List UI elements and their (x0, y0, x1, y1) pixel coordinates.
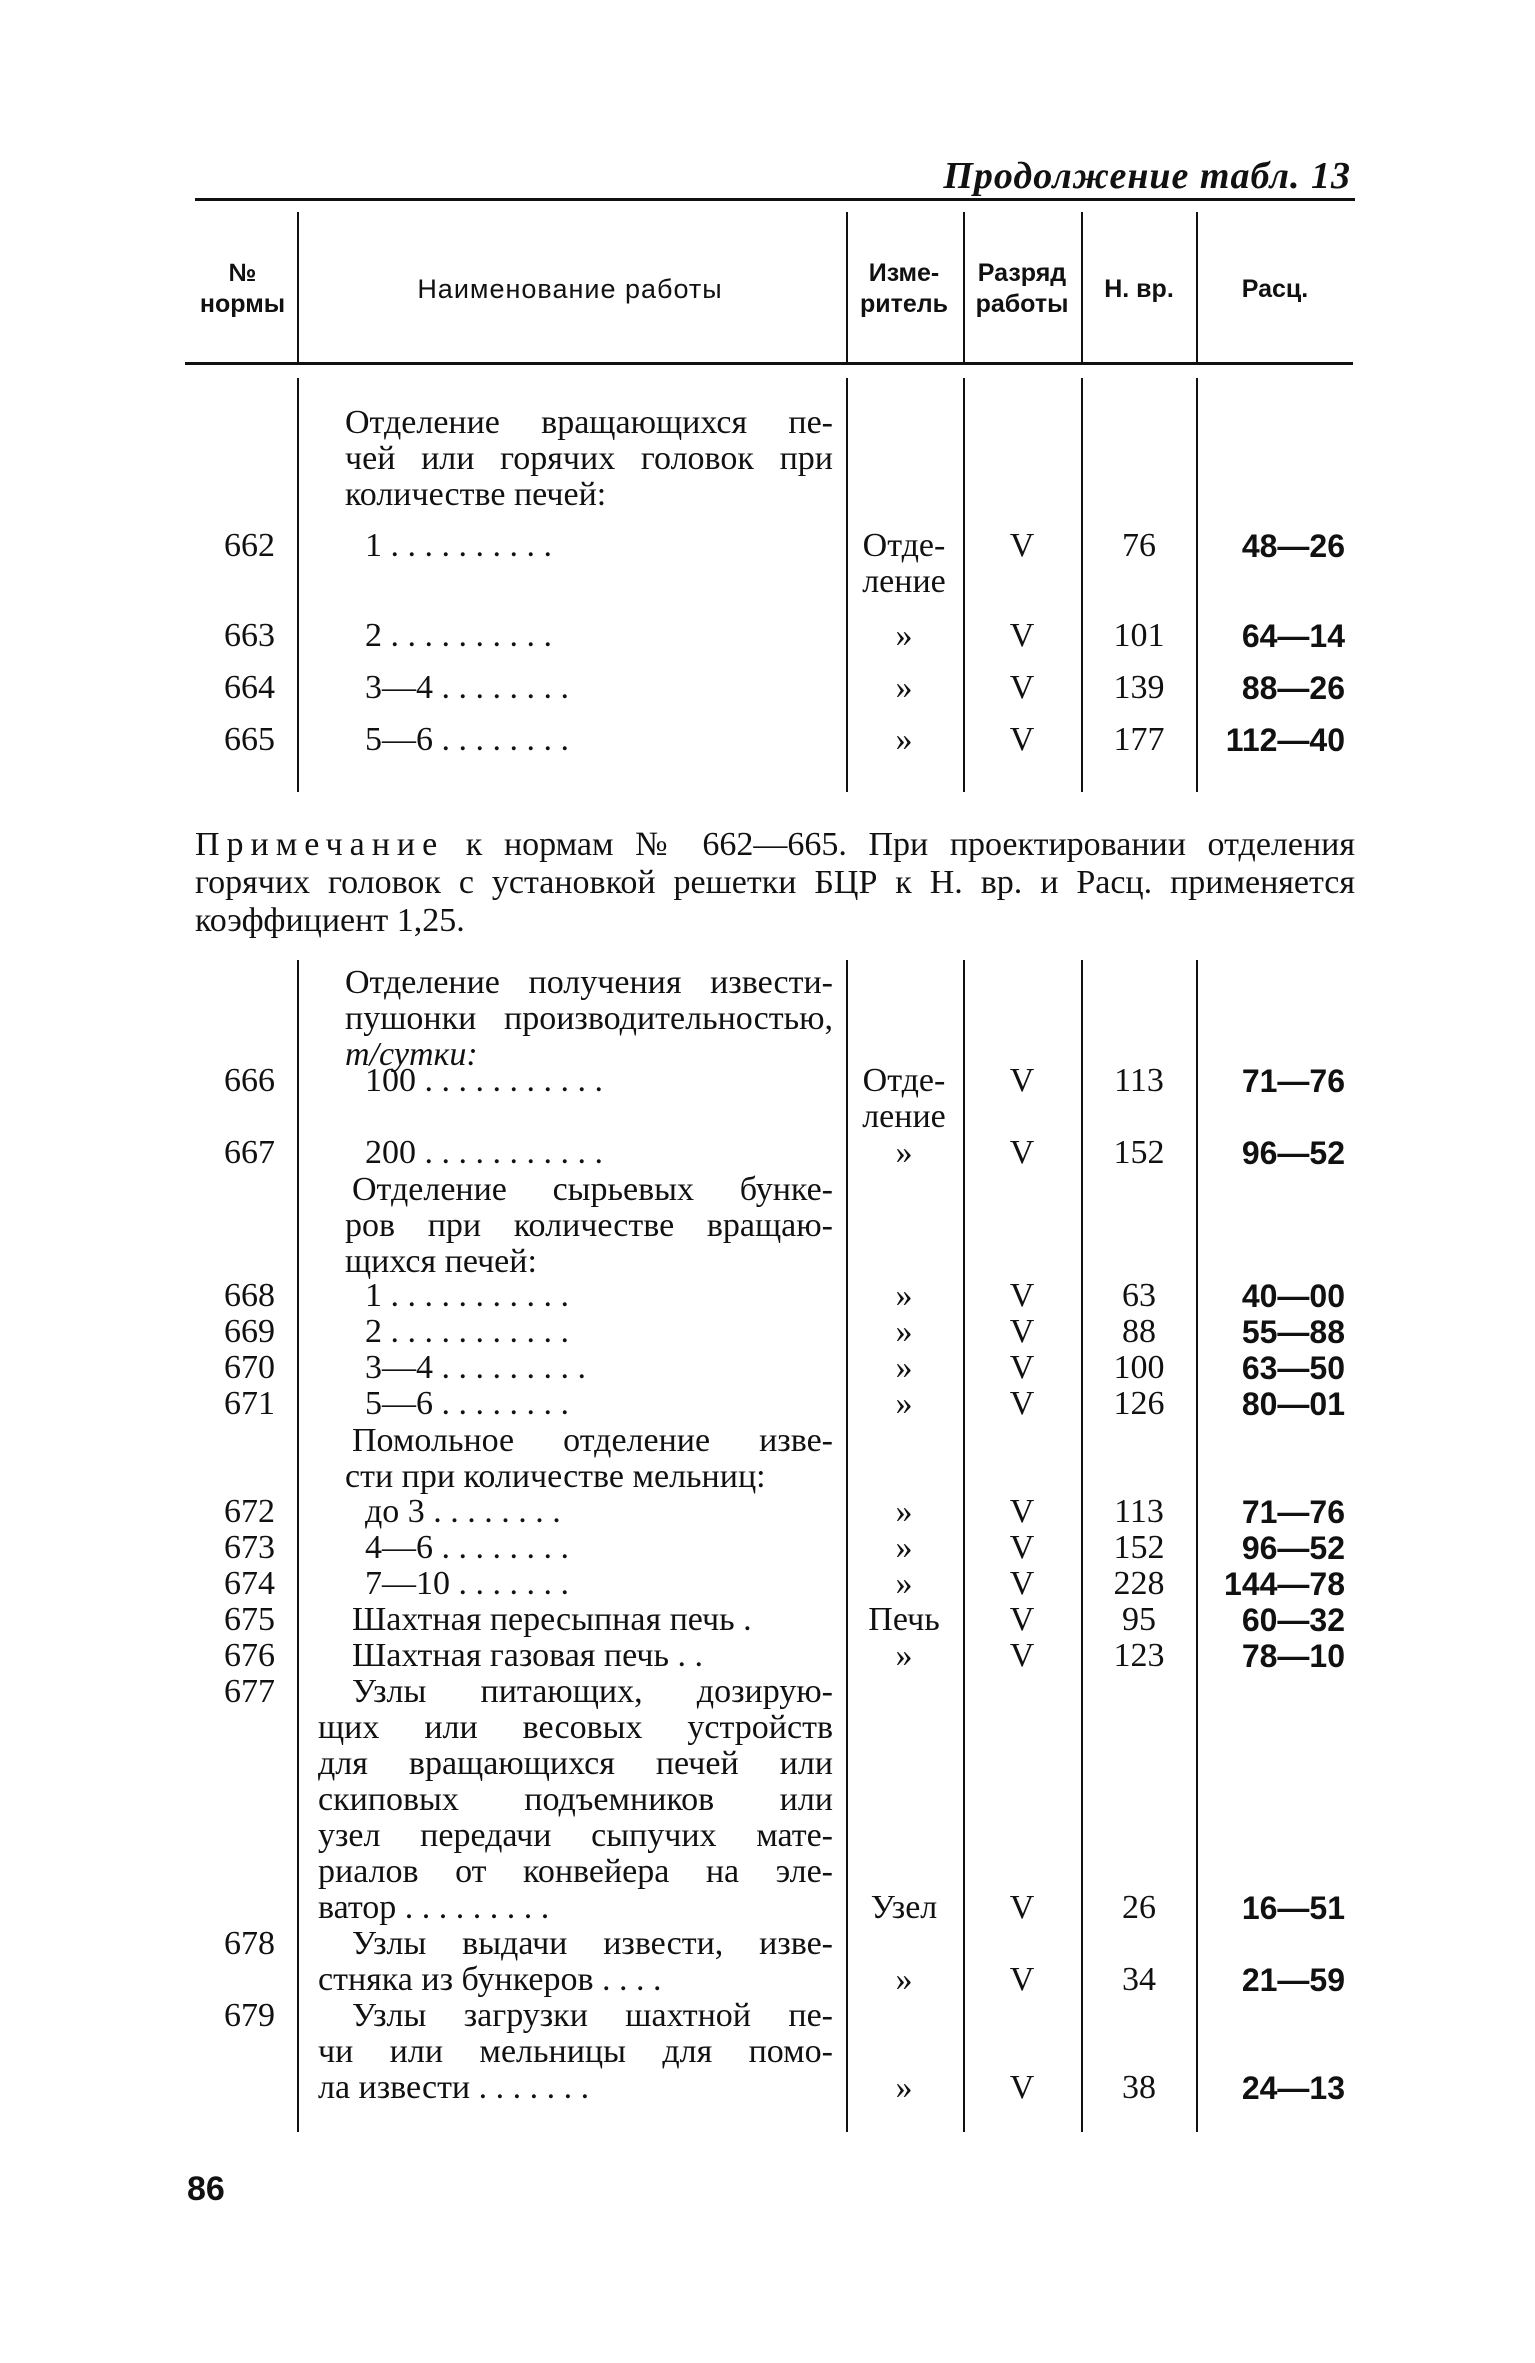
row-price: 21—59 (1241, 1962, 1345, 1998)
section-heading-line: сти при количестве мельниц: (345, 1458, 766, 1495)
row-norm: 63 (1122, 1277, 1156, 1314)
row-number: 662 (224, 527, 275, 564)
row-norm: 152 (1113, 1529, 1165, 1566)
row-number: 677 (224, 1673, 275, 1710)
row-norm: 126 (1113, 1385, 1165, 1422)
row-norm: 113 (1114, 1062, 1164, 1099)
row-norm: 177 (1113, 721, 1165, 758)
row-norm: 152 (1113, 1134, 1165, 1171)
row-grade: V (1009, 1889, 1035, 1926)
row-name-line: риалов от конвейера на эле- (318, 1853, 833, 1890)
row-number: 672 (224, 1493, 275, 1530)
row-number: 667 (224, 1134, 275, 1171)
row-grade: V (1009, 1277, 1035, 1314)
row-number: 670 (224, 1349, 275, 1386)
row-name: 1 . . . . . . . . . . . (365, 1277, 569, 1314)
row-price: 71—76 (1241, 1494, 1345, 1530)
row-name: 200 . . . . . . . . . . . (365, 1134, 603, 1171)
row-unit: » (895, 721, 913, 758)
row-price: 40—00 (1241, 1278, 1345, 1314)
row-name: 2 . . . . . . . . . . (365, 617, 552, 654)
row-number: 668 (224, 1277, 275, 1314)
section-heading-line: Отделение вращающихся пе- (345, 404, 833, 441)
row-grade: V (1009, 1601, 1035, 1638)
row-name: 4—6 . . . . . . . . (365, 1529, 569, 1566)
row-price: 55—88 (1241, 1314, 1345, 1350)
table-note-head: Примечание (195, 826, 445, 863)
row-name-line: Узлы выдачи извести, изве- (352, 1925, 833, 1962)
row-price: 96—52 (1241, 1530, 1345, 1566)
row-name-line: для вращающихся печей или (318, 1745, 833, 1782)
row-name-line: Узлы питающих, дозирую- (352, 1673, 833, 1710)
row-grade: V (1009, 1529, 1035, 1566)
row-unit: » (895, 1565, 913, 1602)
row-grade: V (1009, 527, 1035, 564)
row-price: 48—26 (1241, 528, 1345, 564)
row-unit: Печь (868, 1601, 940, 1638)
section-heading-line: пушонки производительностью, (345, 1000, 833, 1037)
row-number: 674 (224, 1565, 275, 1602)
row-unit: » (895, 1493, 913, 1530)
row-norm: 113 (1114, 1493, 1164, 1530)
column-header-unit-top: Изме- (868, 259, 940, 287)
page-number: 86 (187, 2170, 225, 2208)
row-price: 64—14 (1241, 618, 1345, 654)
row-name: 3—4 . . . . . . . . . (365, 1349, 586, 1386)
row-price: 63—50 (1241, 1350, 1345, 1386)
row-norm: 228 (1113, 1565, 1165, 1602)
row-name-line: ватор . . . . . . . . . (318, 1889, 550, 1926)
column-divider (297, 960, 299, 2132)
row-norm: 88 (1122, 1313, 1156, 1350)
row-norm: 100 (1113, 1349, 1165, 1386)
section-heading-line: Помольное отделение изве- (352, 1422, 833, 1459)
row-grade: V (1009, 1493, 1035, 1530)
column-divider (1196, 212, 1198, 362)
row-unit: » (895, 669, 913, 706)
column-divider (1081, 378, 1083, 792)
column-header-unit (848, 215, 960, 363)
column-divider (297, 378, 299, 792)
row-norm: 38 (1122, 2069, 1156, 2106)
row-number: 678 (224, 1925, 275, 1962)
section-heading-line: Отделение получения извести- (345, 964, 833, 1001)
row-price: 60—32 (1241, 1602, 1345, 1638)
row-unit: » (895, 1349, 913, 1386)
row-name-line: ла извести . . . . . . . (318, 2069, 590, 2106)
row-grade: V (1009, 1134, 1035, 1171)
row-price: 80—01 (1241, 1386, 1345, 1422)
row-unit: » (895, 1529, 913, 1566)
row-unit: Отде- (862, 1062, 946, 1099)
table-note-text: к нормам № 662—665. При проектировании отделения горячих головок с установкой решетки БЦР к Н. вр. и Расц. применяется коэффициент 1,25. (195, 826, 1355, 939)
section-heading-line: т/сутки: (345, 1036, 478, 1073)
row-grade: V (1009, 1565, 1035, 1602)
row-number: 676 (224, 1637, 275, 1674)
column-divider (1196, 960, 1198, 2132)
row-price: 78—10 (1241, 1638, 1345, 1674)
column-header-unit-bottom: ритель (859, 290, 949, 318)
row-unit-cont: ление (862, 1098, 946, 1135)
row-name: 7—10 . . . . . . . (365, 1565, 569, 1602)
row-name: 3—4 . . . . . . . . (365, 669, 569, 706)
column-header-number-bottom: нормы (199, 290, 286, 318)
row-price: 16—51 (1241, 1890, 1345, 1926)
row-number: 665 (224, 721, 275, 758)
section-heading-line: Отделение сырьевых бунке- (352, 1171, 833, 1208)
row-name-line: чи или мельницы для помо- (318, 2033, 833, 2070)
row-name: 2 . . . . . . . . . . . (365, 1313, 569, 1350)
table-continuation-title: Продолжение табл. 13 (943, 155, 1351, 197)
row-number: 675 (224, 1601, 275, 1638)
row-norm: 26 (1122, 1889, 1156, 1926)
column-divider (846, 212, 848, 362)
row-unit: » (895, 1313, 913, 1350)
row-name-line: стняка из бункеров . . . . (318, 1961, 662, 1998)
row-grade: V (1009, 1062, 1035, 1099)
column-header-grade-bottom: работы (975, 290, 1069, 318)
section-heading-line: щихся печей: (345, 1243, 537, 1280)
row-number: 666 (224, 1062, 275, 1099)
row-name-line: щих или весовых устройств (318, 1709, 833, 1746)
column-header-norm: Н. вр. (1104, 274, 1174, 303)
row-grade: V (1009, 1349, 1035, 1386)
row-number: 664 (224, 669, 275, 706)
row-grade: V (1009, 1637, 1035, 1674)
row-grade: V (1009, 669, 1035, 706)
row-norm: 139 (1113, 669, 1165, 706)
row-price: 24—13 (1241, 2070, 1345, 2106)
column-divider (1196, 378, 1198, 792)
row-price: 112—40 (1225, 722, 1345, 758)
row-unit-cont: ление (862, 563, 946, 600)
column-header-price: Расц. (1241, 274, 1309, 303)
row-number: 669 (224, 1313, 275, 1350)
table-note (195, 826, 1355, 940)
row-price: 96—52 (1241, 1135, 1345, 1171)
row-norm: 76 (1122, 527, 1156, 564)
section-heading-line: чей или горячих головок при (345, 440, 833, 477)
row-grade: V (1009, 721, 1035, 758)
row-name: Шахтная газовая печь . . (352, 1637, 703, 1674)
row-grade: V (1009, 1313, 1035, 1350)
row-unit: » (895, 1134, 913, 1171)
column-divider (963, 212, 965, 362)
header-rule (185, 362, 1353, 365)
section-heading-line: ров при количестве вращаю- (345, 1207, 833, 1244)
row-name-line: узел передачи сыпучих мате- (318, 1817, 833, 1854)
row-norm: 95 (1122, 1601, 1156, 1638)
column-divider (963, 960, 965, 2132)
column-header-name: Наименование работы (417, 273, 723, 304)
column-header-grade (966, 215, 1078, 363)
row-grade: V (1009, 1385, 1035, 1422)
row-grade: V (1009, 2069, 1035, 2106)
row-name: 1 . . . . . . . . . . (365, 527, 552, 564)
column-divider (1081, 212, 1083, 362)
row-grade: V (1009, 1961, 1035, 1998)
column-divider (297, 212, 299, 362)
row-name: до 3 . . . . . . . . (365, 1493, 561, 1530)
row-unit: » (895, 1961, 913, 1998)
row-unit: Отде- (862, 527, 946, 564)
column-divider (1081, 960, 1083, 2132)
row-norm: 101 (1113, 617, 1165, 654)
row-price: 144—78 (1224, 1566, 1345, 1602)
column-header-number-top: № (228, 259, 257, 287)
row-unit: » (895, 1637, 913, 1674)
row-name: Шахтная пересыпная печь . (352, 1601, 752, 1638)
section-heading-line: количестве печей: (345, 476, 607, 513)
column-header-number (190, 215, 295, 363)
row-name-line: Узлы загрузки шахтной пе- (352, 1997, 833, 2034)
row-unit: » (895, 1385, 913, 1422)
title-rule (195, 198, 1355, 201)
row-number: 671 (224, 1385, 275, 1422)
row-price: 71—76 (1241, 1063, 1345, 1099)
row-norm: 34 (1122, 1961, 1156, 1998)
row-number: 673 (224, 1529, 275, 1566)
row-price: 88—26 (1241, 670, 1345, 706)
row-unit: Узел (870, 1889, 938, 1926)
row-norm: 123 (1113, 1637, 1165, 1674)
row-name: 5—6 . . . . . . . . (365, 1385, 569, 1422)
row-name: 100 . . . . . . . . . . . (365, 1062, 603, 1099)
column-divider (963, 378, 965, 792)
row-name-line: скиповых подъемников или (318, 1781, 833, 1818)
row-unit: » (895, 2069, 913, 2106)
row-unit: » (895, 617, 913, 654)
row-number: 663 (224, 617, 275, 654)
row-name: 5—6 . . . . . . . . (365, 721, 569, 758)
row-number: 679 (224, 1997, 275, 2034)
row-unit: » (895, 1277, 913, 1314)
row-grade: V (1009, 617, 1035, 654)
column-header-grade-top: Разряд (977, 259, 1067, 287)
